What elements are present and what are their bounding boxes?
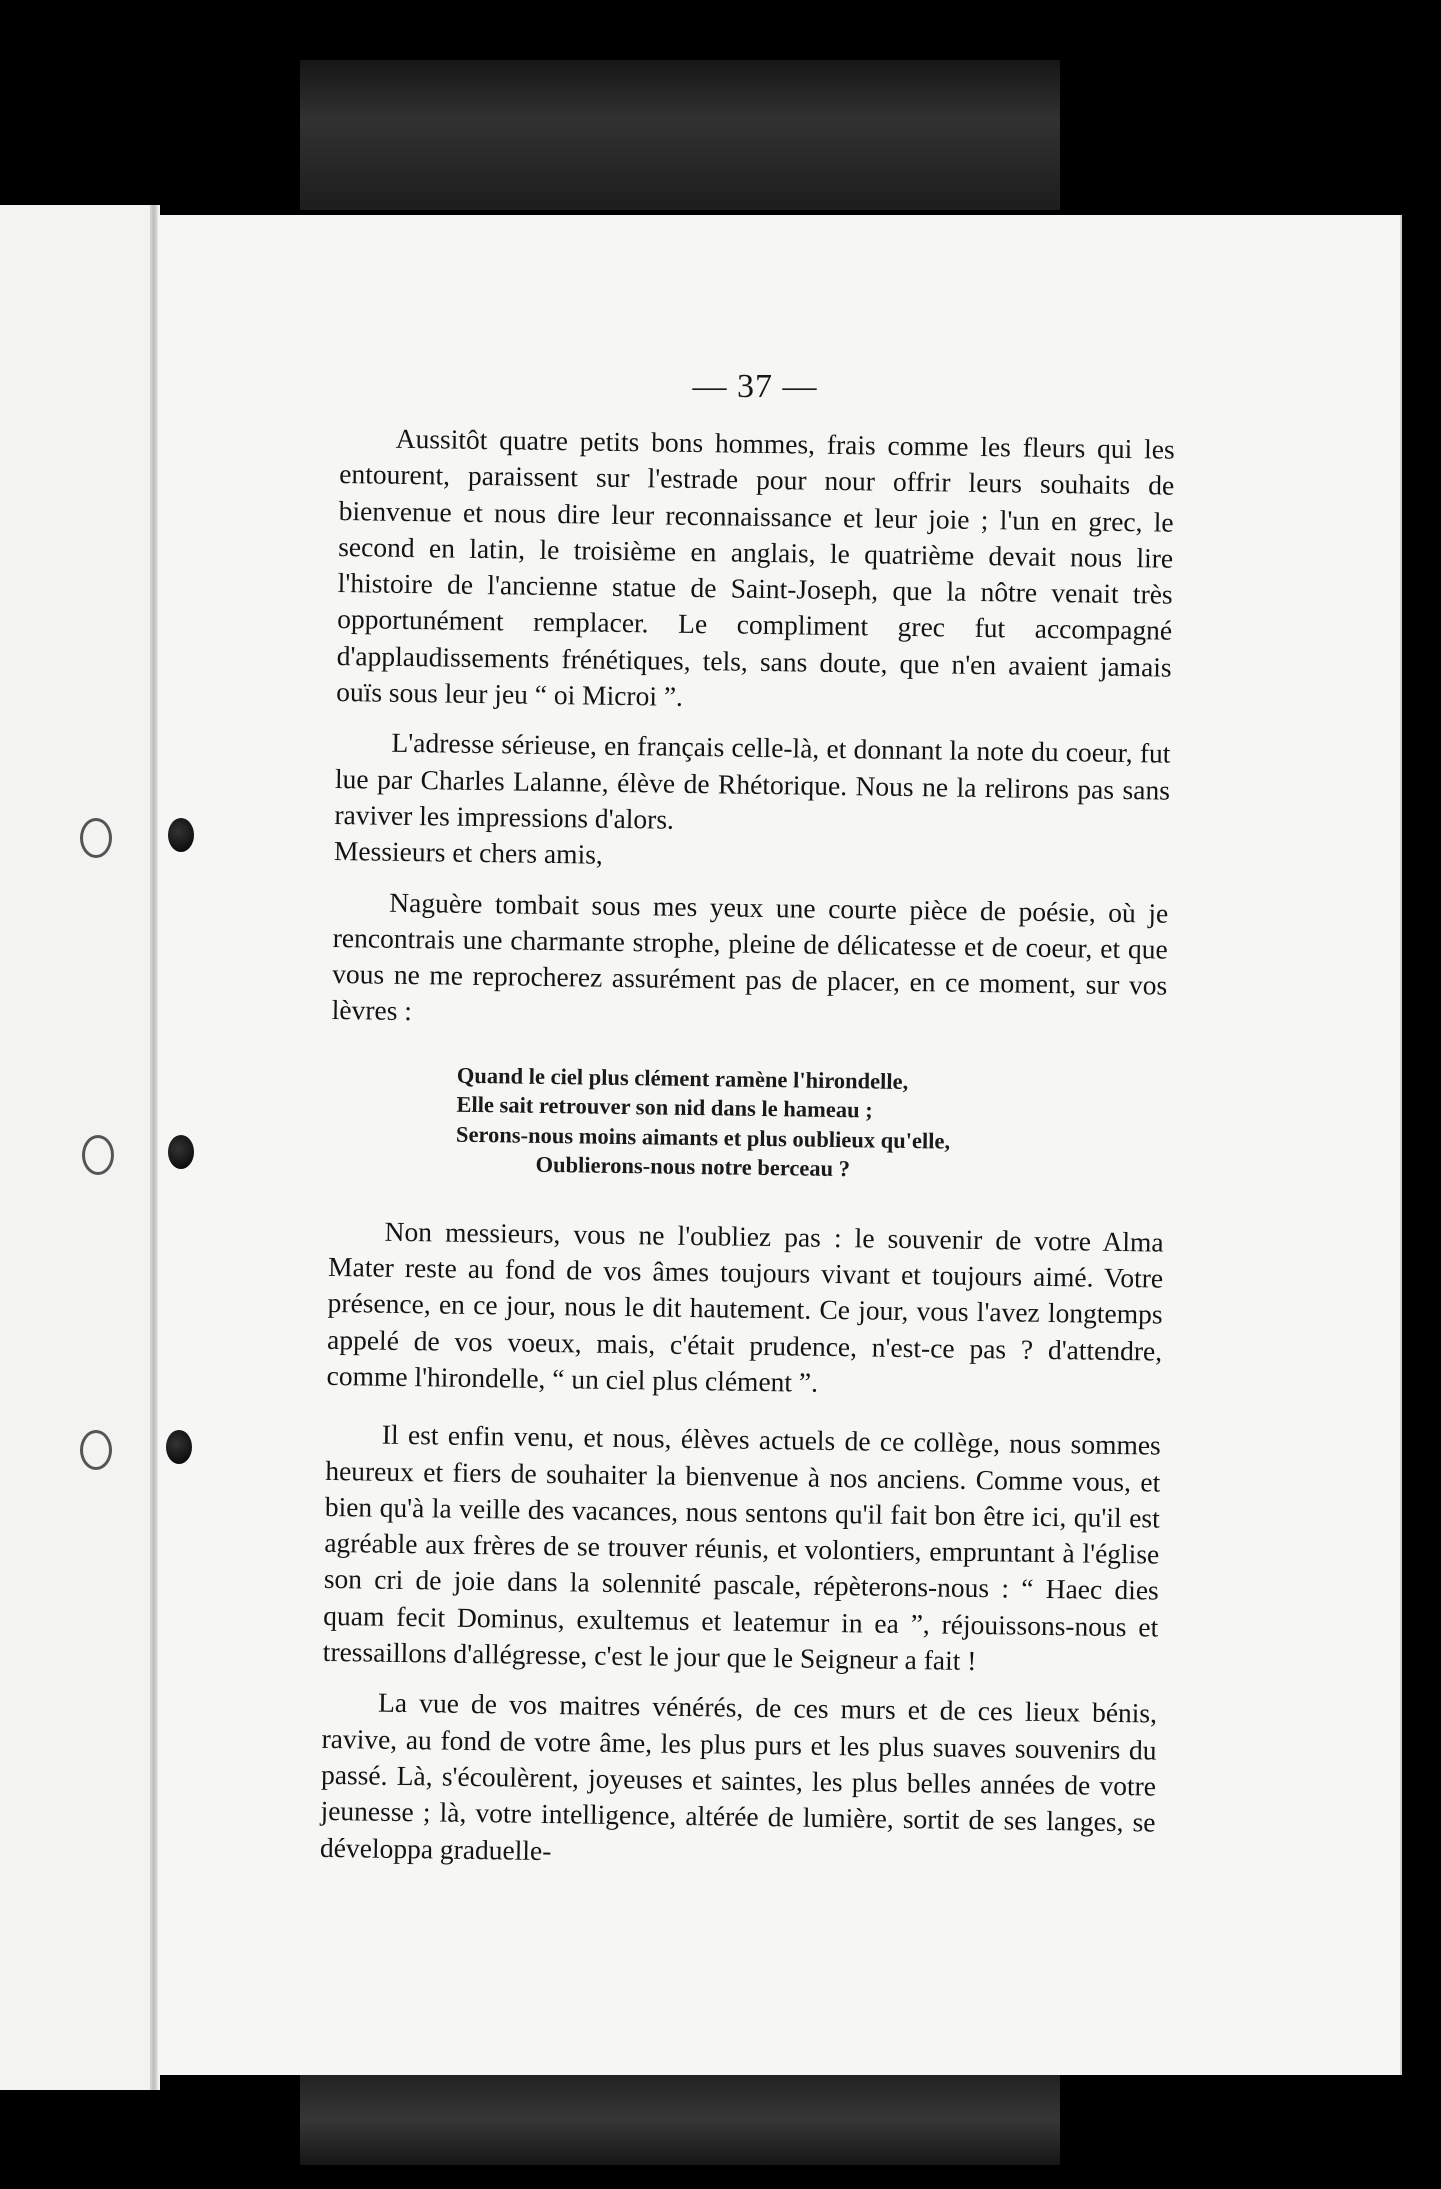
poem-line: Serons-nous moins aimants et plus oublieux qu'elle, [455, 1121, 951, 1154]
punch-hole-icon [168, 818, 194, 852]
poem [455, 1060, 1166, 1188]
punch-hole-icon [80, 1430, 112, 1470]
scan-bottom-shadow [300, 2075, 1060, 2165]
paragraph: La vue de vos maitres vénérés, de ces murs et de ces lieux bénis, ravive, au fond de votre âme, les plus purs et les plus suaves souvenirs du passé. Là, s'écoulèrent, joyeuses et saintes, les plus belles années de votre jeunesse ; là, votre intelligence, altérée de lumière, sortit de ses langes, se développa graduelle- [319, 1686, 1158, 1866]
paragraph: Il est enfin venu, et nous, élèves actuels de ce collège, nous sommes heureux et fiers de souhaiter la bienvenue à nos anciens. Comme vous, et bien qu'à la veille des vacances, nous sentons qu'il fait bon être ici, qu'il est agréable aux frères de se trouver réunis, et volontiers, empruntant à l'église son cri de joie dans la solennité pascale, répèterons-nous : “ Haec dies quam fecit Dominus, exultemus et leatemur in ea ”, réjouissons-nous et tressaillons d'allégresse, c'est le jour que le Seigneur a fait ! [322, 1418, 1161, 1677]
punch-hole-icon [80, 818, 112, 858]
page-number: — 37 — [692, 368, 818, 405]
salutation: Messieurs et chers amis, [333, 835, 604, 870]
paragraph: Non messieurs, vous ne l'oubliez pas : le souvenir de votre Alma Mater reste au fond de vos âmes toujours vivant et toujours aimé. Votre présence, en ce jour, nous le dit hautement. Ce jour, vous l'avez longtemps appelé de vos voeux, mais, c'était prudence, n'est-ce pas ? d'attendre, comme l'hirondelle, “ un ciel plus clément ”. [326, 1215, 1164, 1398]
left-page-edge [0, 205, 160, 2090]
punch-hole-icon [166, 1430, 192, 1464]
punch-hole-icon [168, 1135, 194, 1169]
page-body [320, 420, 1175, 1877]
punch-hole-icon [82, 1135, 114, 1175]
poem-line: Quand le ciel plus clément ramène l'hirondelle, [456, 1062, 909, 1094]
book-binding [150, 205, 158, 2090]
paragraph: Naguère tombait sous mes yeux une courte pièce de poésie, où je rencontrais une charmante strophe, pleine de délicatesse et de coeur, et que vous ne me reprocherez assurément pas de placer, en ce moment, sur vos lèvres : [331, 886, 1169, 1027]
paragraph: Aussitôt quatre petits bons hommes, frais comme les fleurs qui les entourent, paraissent sur l'estrade pour nour offrir leurs souhaits de bienvenue et nous dire leur reconnaissance et leur joie ; l'un en grec, le second en latin, le troisième en anglais, le quatrième devait nous lire l'histoire de l'ancienne statue de Saint-Joseph, que la nôtre venait très opportunément remplacer. Le compliment grec fut accompagné d'applaudissements frénétiques, tels, sans doute, que n'en avaient jamais ouïs sous leur jeu “ oi Microi ”. [335, 422, 1175, 712]
poem-line: Elle sait retrouver son nid dans le hameau ; [456, 1091, 873, 1123]
paragraph: L'adresse sérieuse, en français celle-là, et donnant la note du coeur, fut lue par Charles Lalanne, élève de Rhétorique. Nous ne la relirons pas sans raviver les impressions d'alors. [334, 727, 1171, 835]
scan-top-shadow [300, 60, 1060, 210]
poem-line: Oublierons-nous notre berceau ? [535, 1152, 851, 1182]
